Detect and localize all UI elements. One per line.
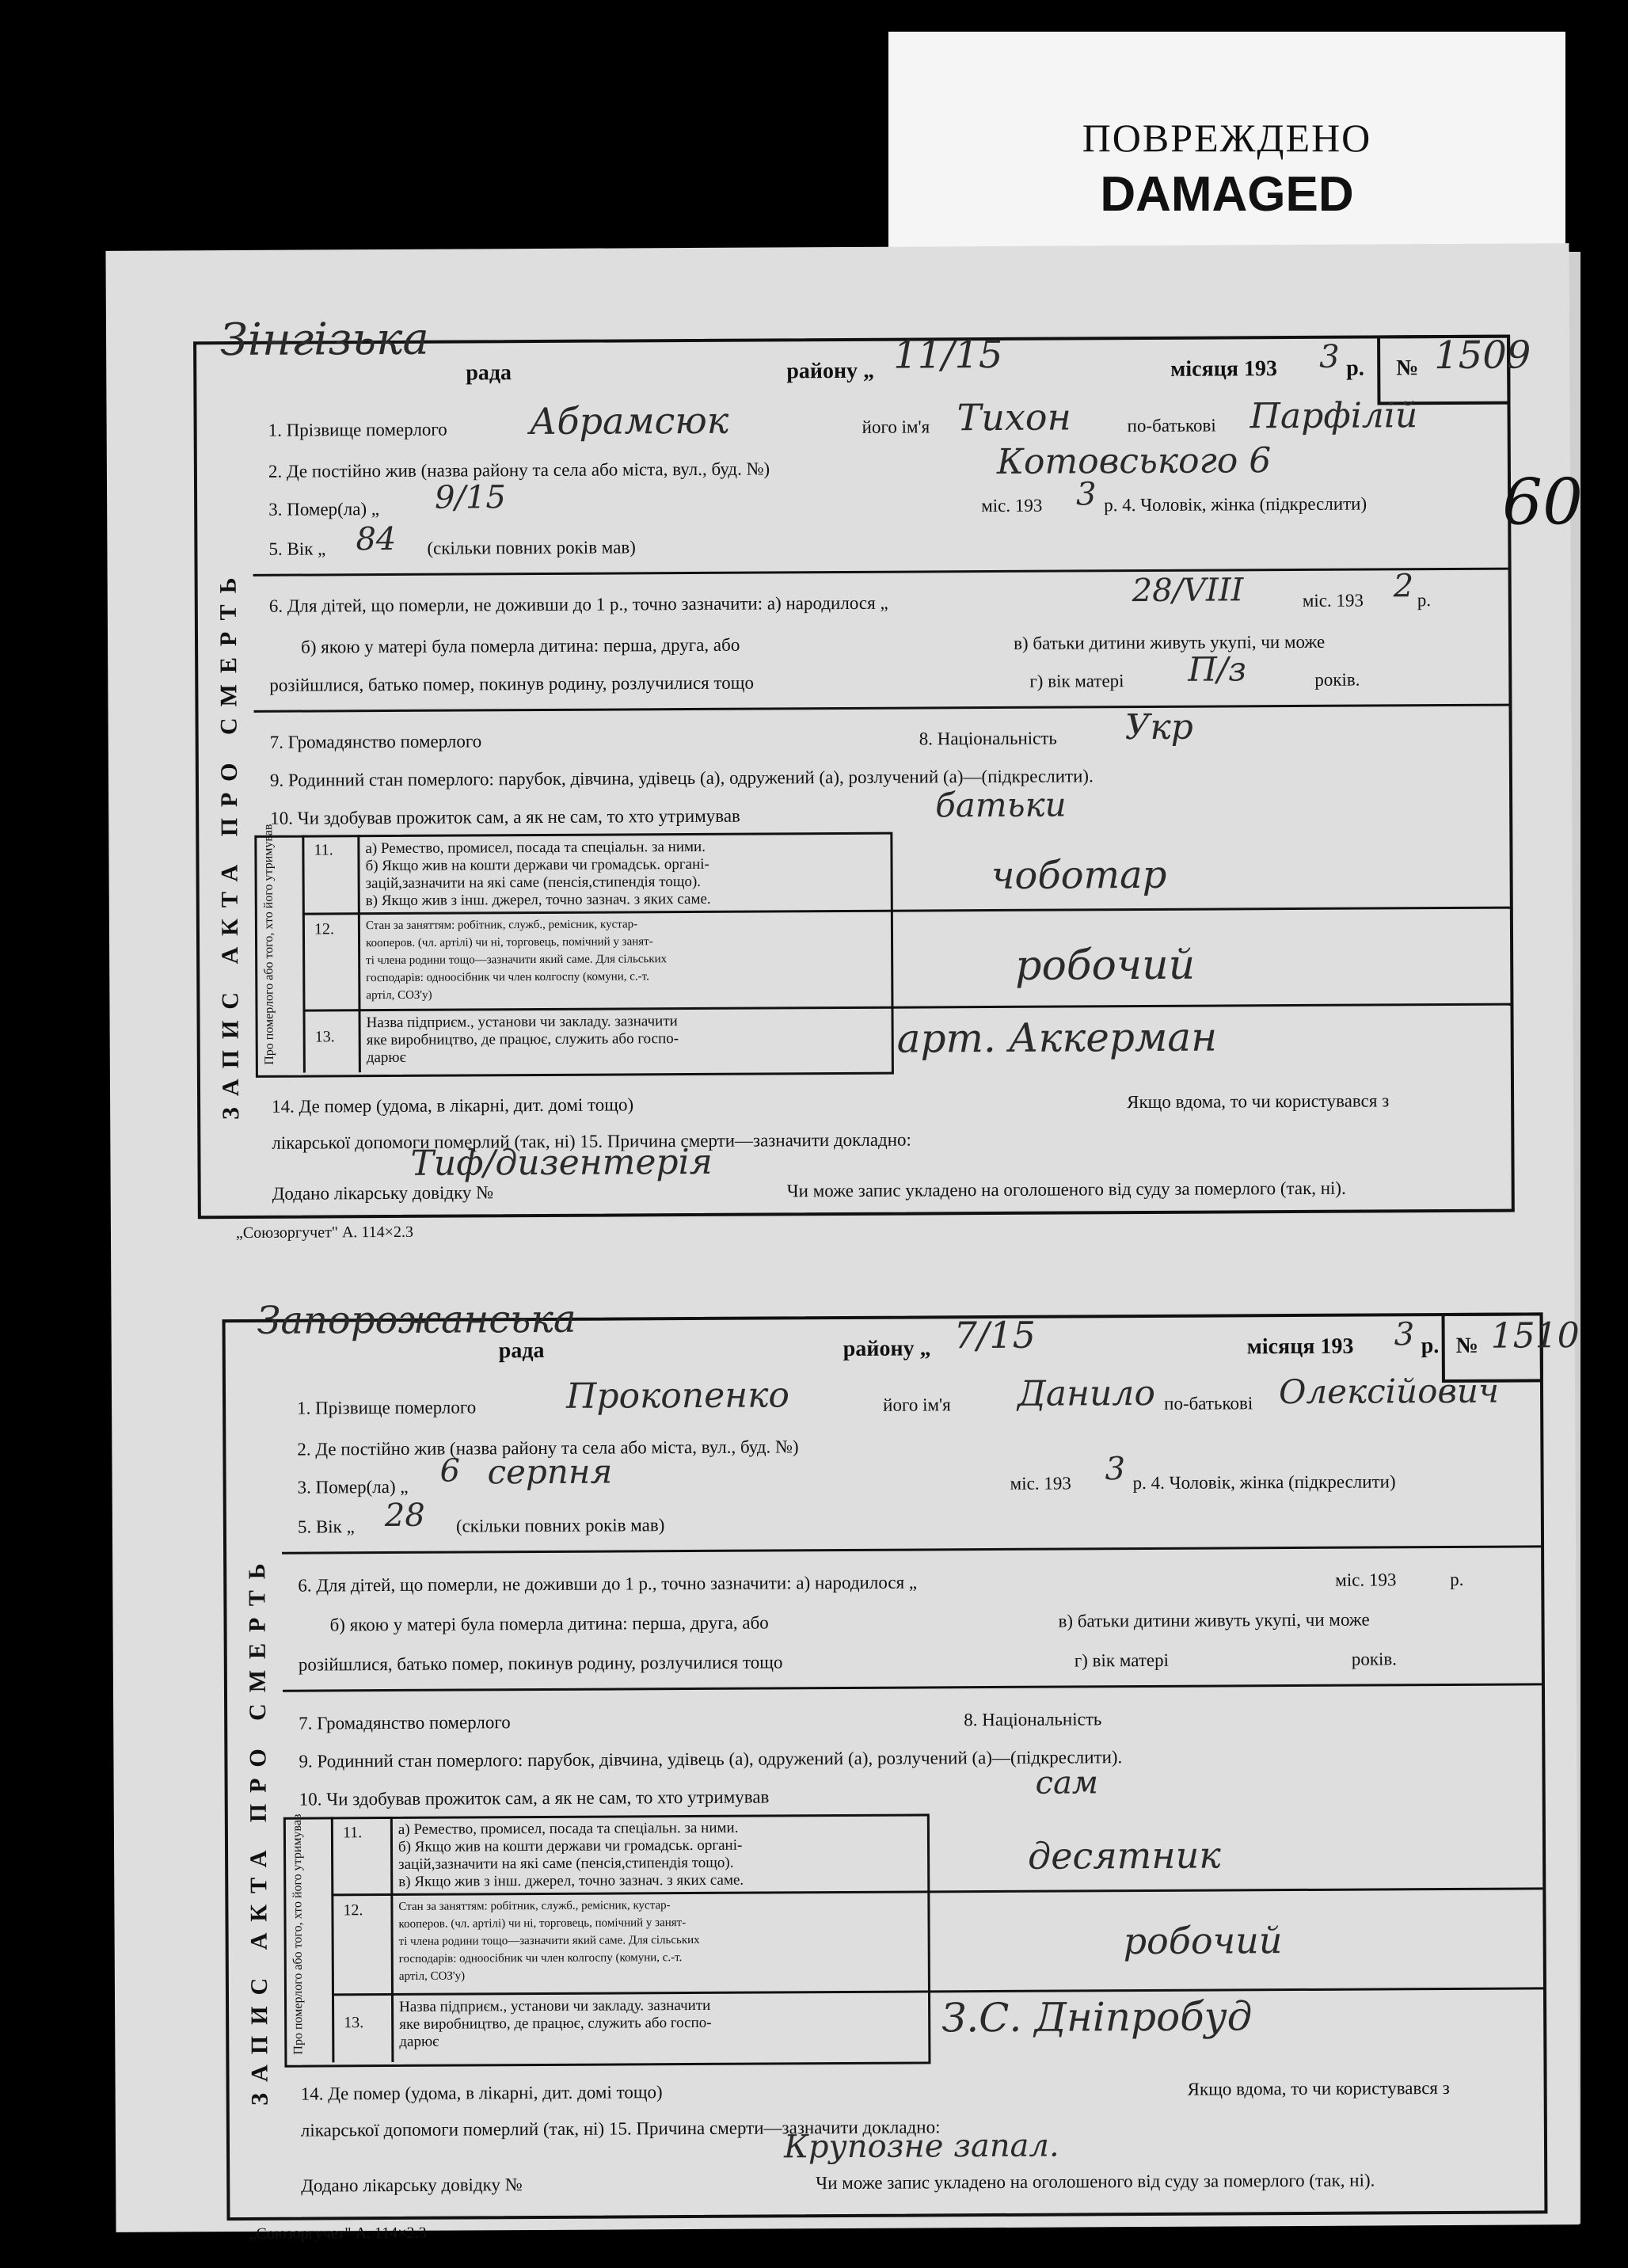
line-16-label-2: Додано лікарську довідку № bbox=[301, 2175, 523, 2196]
death-day-2: 6 bbox=[439, 1452, 461, 1490]
name-2: Данило bbox=[1017, 1372, 1156, 1414]
line-6d-label: г) вік матері bbox=[1029, 671, 1124, 691]
death-year-1: 3 bbox=[1075, 476, 1097, 513]
line-6d-label-2: г) вік матері bbox=[1074, 1650, 1170, 1671]
line-1-name-label-2: його ім'я bbox=[883, 1395, 951, 1415]
line-12-2: кооперов. (чл. артілі) чи ні, торговець, помічний у занят- bbox=[366, 935, 653, 950]
line-14b-label: Якщо вдома, то чи користувався з bbox=[1127, 1090, 1390, 1113]
line-15-label: лікарської допомоги померлий (так, ні) 15. Причина смерти—зазначити докладно: bbox=[272, 1129, 911, 1153]
line-6-month-label: міс. 193 bbox=[1302, 590, 1364, 611]
line-12-num: 12. bbox=[314, 920, 335, 938]
misiatsia-label-2: місяця 193 bbox=[1246, 1334, 1354, 1360]
line-16-label: Додано лікарську довідку № bbox=[272, 1182, 494, 1204]
line-6b-label: б) якою у матері була померла дитина: перша, друга, або bbox=[301, 634, 740, 657]
line-5-note: (скільки повних років мав) bbox=[427, 537, 636, 558]
residence-1: Котовського 6 bbox=[996, 440, 1272, 482]
rada-value-1: Зінгізька bbox=[219, 313, 429, 367]
line-11c: в) Якщо жив з інш. джерел, точно зазнач. з яких саме. bbox=[365, 890, 711, 910]
line-6c-label-2: в) батьки дитини живуть укупі, чи може bbox=[1058, 1609, 1370, 1631]
line-12-3-2: ті члена родини тощо—зазначити який саме. Для сільських bbox=[398, 1933, 700, 1948]
line-6-label-2: 6. Для дітей, що померли, не доживши до 1 р., точно зазначити: а) народилося „ bbox=[298, 1572, 918, 1596]
year-digit-1: 3 bbox=[1319, 338, 1340, 375]
line-12-num-2: 12. bbox=[343, 1901, 363, 1920]
line-12-1-2: Стан за заняттям: робітник, служб., ремісник, кустар- bbox=[398, 1899, 671, 1913]
line-12-4-2: господарів: одноосібник чи член колгоспу (комуни, с.-т. bbox=[398, 1951, 683, 1965]
death-year-2: 3 bbox=[1105, 1451, 1126, 1488]
number-label: № bbox=[1396, 356, 1419, 381]
line-13-num: 13. bbox=[314, 1028, 335, 1046]
line-12-4: господарів: одноосібник чи член колгоспу (комуни, с.-т. bbox=[366, 970, 649, 985]
workplace-2: З.С. Дніпробуд bbox=[941, 1993, 1253, 2042]
rada-label: рада bbox=[466, 360, 512, 386]
line-12-3: ті члена родини тощо—зазначити який саме. Для сільських bbox=[366, 953, 668, 968]
name-1: Тихон bbox=[957, 395, 1071, 440]
line-7-label-2: 7. Громадянство померлого bbox=[299, 1712, 511, 1733]
age-2: 28 bbox=[384, 1497, 425, 1535]
line-15-label-2: лікарської допомоги померлий (так, ні) 15. Причина смерти—зазначити докладно: bbox=[300, 2117, 941, 2141]
occupation-1: чоботар bbox=[991, 852, 1167, 899]
line-13-num-2: 13. bbox=[344, 2014, 364, 2032]
line-6-r-label: р. bbox=[1417, 590, 1432, 611]
line-9-label: 9. Родинний стан померлого: парубок, дівчина, удівець (а), одружений (а), розлучений (а)—(підкреслити). bbox=[269, 766, 1094, 790]
line-11-num-2: 11. bbox=[342, 1824, 363, 1842]
line-3-label-2: 3. Помер(ла) „ bbox=[297, 1476, 409, 1497]
line-1-patronymic-label-2: по-батькові bbox=[1164, 1393, 1253, 1414]
line-3-sex-label: р. 4. Чоловік, жінка (підкреслити) bbox=[1104, 493, 1367, 516]
line-13-3-2: дарює bbox=[399, 2033, 439, 2050]
line-8-label-2: 8. Національність bbox=[964, 1709, 1102, 1730]
r-label: р. bbox=[1346, 356, 1364, 381]
rada-value-2: Запорожанська bbox=[257, 1296, 576, 1343]
line-7-label: 7. Громадянство померлого bbox=[269, 731, 482, 752]
nationality-1: Укр bbox=[1124, 706, 1194, 748]
raion-value-1: 11/15 bbox=[893, 332, 1003, 378]
line-10-label: 10. Чи здобував прожиток сам, а як не сам, то хто утримував bbox=[270, 805, 740, 828]
line-16b-label: Чи може запис укладено на оголошеного від суду за померлого (так, ні). bbox=[786, 1178, 1346, 1201]
side-small-1: Про померлого або того, хто його утримував bbox=[261, 824, 276, 1065]
birth-date-1: 28/VIII bbox=[1132, 572, 1244, 610]
line-3-month-label-2: міс. 193 bbox=[1010, 1473, 1071, 1494]
damage-label-ru: ПОВРЕЖДЕНО bbox=[1082, 116, 1372, 160]
line-5-note-2: (скільки повних років мав) bbox=[455, 1515, 665, 1536]
line-1-label: 1. Прізвище померлого bbox=[268, 419, 447, 440]
line-2-label-2: 2. Де постійно жив (назва району та села або міста, вул., буд. №) bbox=[297, 1437, 799, 1459]
side-title-1: ЗАПИС АКТА ПРО СМЕРТЬ bbox=[215, 566, 245, 1121]
line-1-patronymic-label: по-батькові bbox=[1127, 415, 1216, 436]
raion-label: району „ bbox=[786, 358, 875, 384]
line-6b-label-2: б) якою у матері була померла дитина: перша, друга, або bbox=[329, 1612, 769, 1635]
occupation-2: десятник bbox=[1027, 1833, 1221, 1878]
line-9-label-2: 9. Родинний стан померлого: парубок, дівчина, удівець (а), одружений (а), розлучений (а)—(підкреслити). bbox=[299, 1747, 1123, 1771]
supporter-2: сам bbox=[1035, 1764, 1099, 1802]
rada-label-2: рада bbox=[498, 1338, 545, 1364]
line-3-sex-label-2: р. 4. Чоловік, жінка (підкреслити) bbox=[1132, 1471, 1396, 1494]
line-11c-2: в) Якщо жив з інш. джерел, точно зазнач. з яких саме. bbox=[398, 1871, 744, 1890]
line-11-num: 11. bbox=[314, 841, 333, 859]
line-14-label-2: 14. Де помер (удома, в лікарні, дит. домі тощо) bbox=[300, 2082, 663, 2104]
line-13-2: яке виробництво, де працює, служить або госпо- bbox=[366, 1030, 679, 1049]
workplace-1: арт. Аккерман bbox=[896, 1014, 1218, 1062]
status-1: робочий bbox=[1015, 941, 1196, 990]
line-11b1-2: б) Якщо жив на кошти держави чи громадськ. органі- bbox=[397, 1836, 743, 1855]
birth-year-1: 2 bbox=[1393, 568, 1414, 605]
supporter-1: батьки bbox=[935, 785, 1067, 825]
death-month-2: серпня bbox=[487, 1452, 613, 1492]
line-11a: а) Ремество, промисел, посада та спеціальн. за ними. bbox=[365, 838, 706, 858]
line-16b-label-2: Чи може запис укладено на оголошеного від суду за померлого (так, ні). bbox=[816, 2170, 1375, 2194]
line-13-1-2: Назва підприєм., установи чи закладу. зазначити bbox=[399, 1996, 711, 2015]
line-11b2: зацій,зазначити на які саме (пенсія,стипендія тощо). bbox=[365, 873, 702, 892]
line-12-5: артіл, СОЗ'у) bbox=[366, 988, 432, 1003]
damage-label-card bbox=[888, 32, 1565, 260]
line-11b2-2: зацій,зазначити на які саме (пенсія,стипендія тощо). bbox=[398, 1854, 734, 1873]
line-1-label-2: 1. Прізвище померлого bbox=[297, 1397, 477, 1418]
printer-mark-2: „Союзоргучет" А. 114×2.3 bbox=[249, 2224, 427, 2243]
line-2-label: 2. Де постійно жив (назва району та села або міста, вул., буд. №) bbox=[268, 459, 770, 481]
line-6c2-label: розійшлися, батько помер, покинув родину, розлучилися тощо bbox=[269, 672, 755, 695]
line-6c-label: в) батьки дитини живуть укупі, чи може bbox=[1014, 631, 1326, 653]
line-13-3: дарює bbox=[366, 1048, 406, 1067]
age-1: 84 bbox=[356, 520, 397, 558]
line-5-label-2: 5. Вік „ bbox=[297, 1516, 355, 1537]
line-8-label: 8. Національність bbox=[919, 728, 1057, 749]
patronymic-2: Олексійович bbox=[1278, 1371, 1500, 1412]
year-digit-2: 3 bbox=[1394, 1316, 1415, 1353]
cause-1: Тиф/дизентерія bbox=[410, 1141, 713, 1184]
line-12-5-2: артіл, СОЗ'у) bbox=[398, 1969, 466, 1983]
number-label-2: № bbox=[1455, 1333, 1478, 1358]
status-2: робочий bbox=[1123, 1919, 1283, 1963]
line-6d-years-2: років. bbox=[1351, 1649, 1398, 1669]
raion-label-2: району „ bbox=[843, 1336, 931, 1361]
mother-age-1: П/з bbox=[1188, 649, 1247, 689]
line-6c2-label-2: розійшлися, батько помер, покинув родину, розлучилися тощо bbox=[298, 1652, 783, 1675]
patronymic-1: Парфілій bbox=[1250, 395, 1418, 437]
line-6d-years: років. bbox=[1314, 669, 1360, 690]
number-value-1: 1509 bbox=[1434, 333, 1531, 379]
surname-1: Абрамсюк bbox=[529, 398, 729, 443]
cause-2: Крупозне запал. bbox=[783, 2127, 1059, 2166]
line-1-name-label: його ім'я bbox=[862, 417, 930, 437]
side-title-2: ЗАПИС АКТА ПРО СМЕРТЬ bbox=[244, 1552, 273, 2106]
line-13-1: Назва підприєм., установи чи закладу. зазначити bbox=[366, 1013, 678, 1032]
surname-2: Прокопенко bbox=[565, 1375, 790, 1417]
line-10-label-2: 10. Чи здобував прожиток сам, а як не сам, то хто утримував bbox=[299, 1787, 770, 1809]
line-11b1: б) Якщо жив на кошти держави чи громадськ. органі- bbox=[365, 855, 709, 875]
number-value-2: 1510 bbox=[1490, 1315, 1580, 1357]
line-6-month-label-2: міс. 193 bbox=[1335, 1570, 1397, 1590]
line-14b-label-2: Якщо вдома, то чи користувався з bbox=[1187, 2078, 1450, 2099]
damage-label-en: DAMAGED bbox=[1100, 167, 1354, 222]
line-11a-2: а) Ремество, промисел, посада та спеціальн. за ними. bbox=[397, 1819, 739, 1838]
line-6-r-label-2: р. bbox=[1450, 1569, 1464, 1589]
side-small-2: Про померлого або того, хто його утримував bbox=[290, 1813, 306, 2055]
line-12-1: Стан за заняттям: робітник, служб., ремісник, кустар- bbox=[365, 918, 638, 933]
death-record-form-1 bbox=[193, 313, 1531, 1220]
line-14-label: 14. Де помер (удома, в лікарні, дит. домі тощо) bbox=[272, 1094, 634, 1117]
line-13-2-2: яке виробництво, де працює, служить або госпо- bbox=[399, 2014, 712, 2033]
printer-mark-1: „Союзоргучет" А. 114×2.3 bbox=[235, 1223, 413, 1242]
death-day-1: 9/15 bbox=[434, 479, 507, 516]
line-3-label: 3. Помер(ла) „ bbox=[268, 499, 380, 519]
r-label-2: р. bbox=[1421, 1334, 1440, 1359]
line-6-label: 6. Для дітей, що померли, не доживши до 1 р., точно зазначити: а) народилося „ bbox=[268, 592, 888, 616]
misiatsia-label: місяця 193 bbox=[1170, 356, 1278, 382]
margin-note: 60 bbox=[1501, 465, 1584, 539]
document-page bbox=[105, 243, 1584, 2243]
raion-value-2: 7/15 bbox=[953, 1313, 1037, 1357]
death-record-form-2 bbox=[223, 1296, 1580, 2220]
line-3-month-label: міс. 193 bbox=[981, 495, 1043, 516]
line-12-2-2: кооперов. (чл. артілі) чи ні, торговець, помічний у занят- bbox=[398, 1916, 687, 1931]
line-5-label: 5. Вік „ bbox=[268, 538, 326, 559]
